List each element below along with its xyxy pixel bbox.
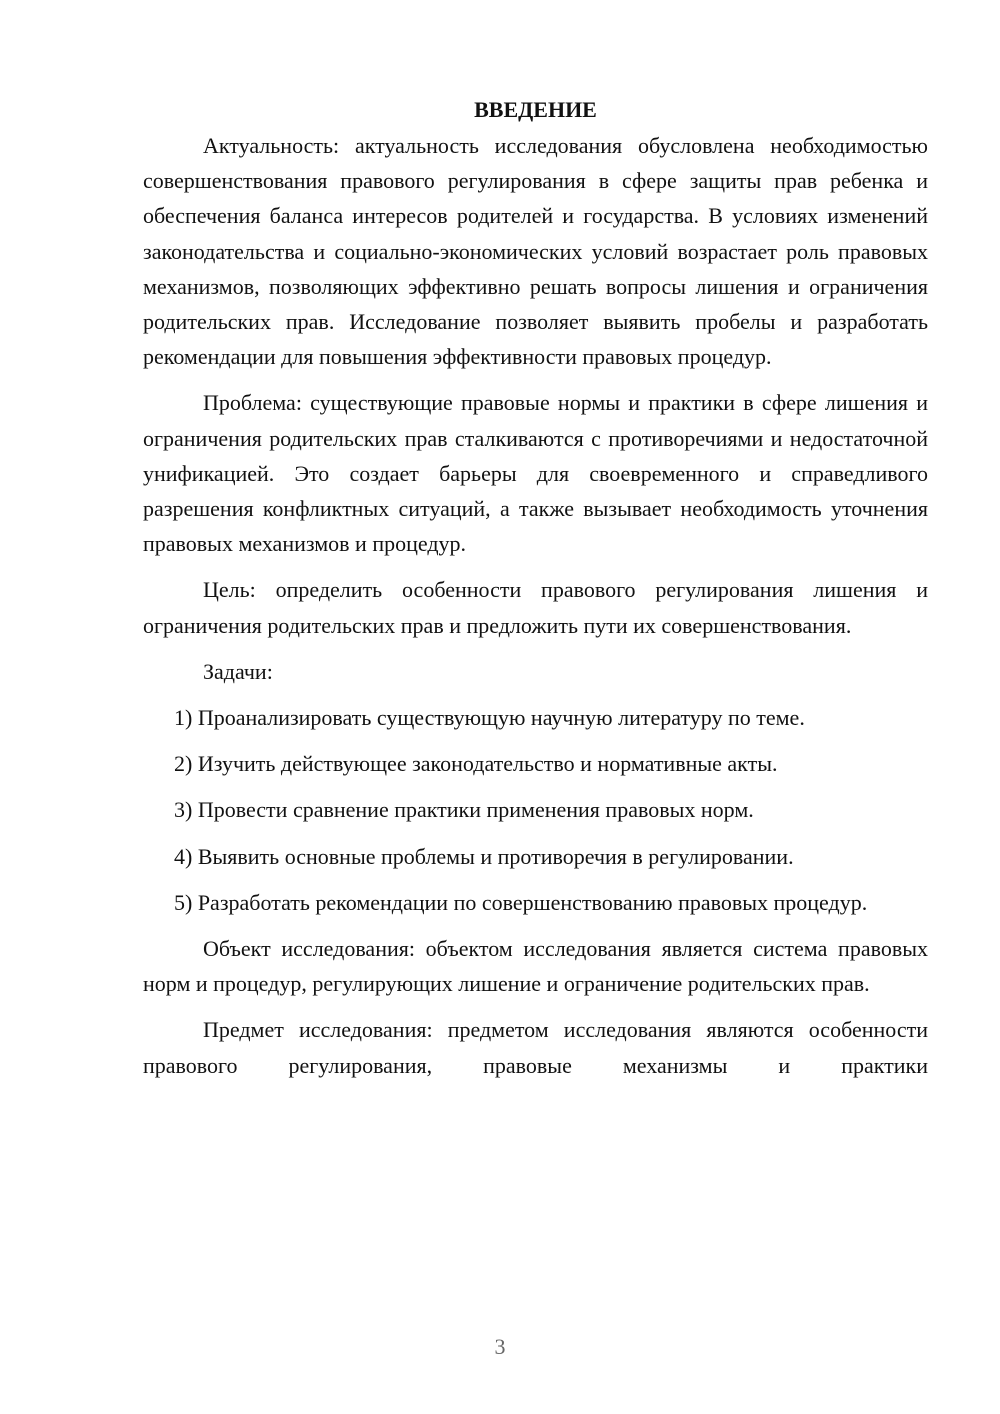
problem-paragraph: Проблема: существующие правовые нормы и практики в сфере лишения и ограничения родительских прав сталкиваются с противоречиями и недостаточной унификацией. Это создает барьеры для своевременного и справедливого разрешения конфликтных ситуаций, а также вызывает необходимость уточнения правовых механизмов и процедур. xyxy=(143,390,928,557)
goal-paragraph: Цель: определить особенности правового регулирования лишения и ограничения родительских прав и предложить пути их совершенствования. xyxy=(143,577,928,638)
task-item-2: 2) Изучить действующее законодательство и нормативные акты. xyxy=(174,751,778,777)
task-item-4: 4) Выявить основные проблемы и противоречия в регулировании. xyxy=(174,843,794,869)
relevance-paragraph: Актуальность: актуальность исследования обусловлена необходимостью совершенствования правового регулирования в сфере защиты прав ребенка и обеспечения баланса интересов родителей и государства. В условиях изменений законодательства и социально-экономических условий возрастает роль правовых механизмов, позволяющих эффективно решать вопросы лишения и ограничения родительских прав. Исследование позволяет выявить пробелы и разработать рекомендации для повышения эффективности правовых процедур. xyxy=(143,133,928,370)
document-body xyxy=(143,92,928,1094)
object-paragraph: Объект исследования: объектом исследования является система правовых норм и процедур, регулирующих лишение и ограничение родительских прав. xyxy=(143,936,928,997)
task-item-1: 1) Проанализировать существующую научную литературу по теме. xyxy=(174,705,805,731)
task-item-5: 5) Разработать рекомендации по совершенствованию правовых процедур. xyxy=(174,889,868,915)
task-item-3: 3) Провести сравнение практики применения правовых норм. xyxy=(174,797,754,823)
section-title: ВВЕДЕНИЕ xyxy=(474,97,597,122)
tasks-heading: Задачи: xyxy=(203,658,273,684)
page-number: 3 xyxy=(494,1334,506,1359)
subject-paragraph: Предмет исследования: предметом исследования являются особенности правового регулирования, правовые механизмы и практики xyxy=(143,1017,928,1078)
